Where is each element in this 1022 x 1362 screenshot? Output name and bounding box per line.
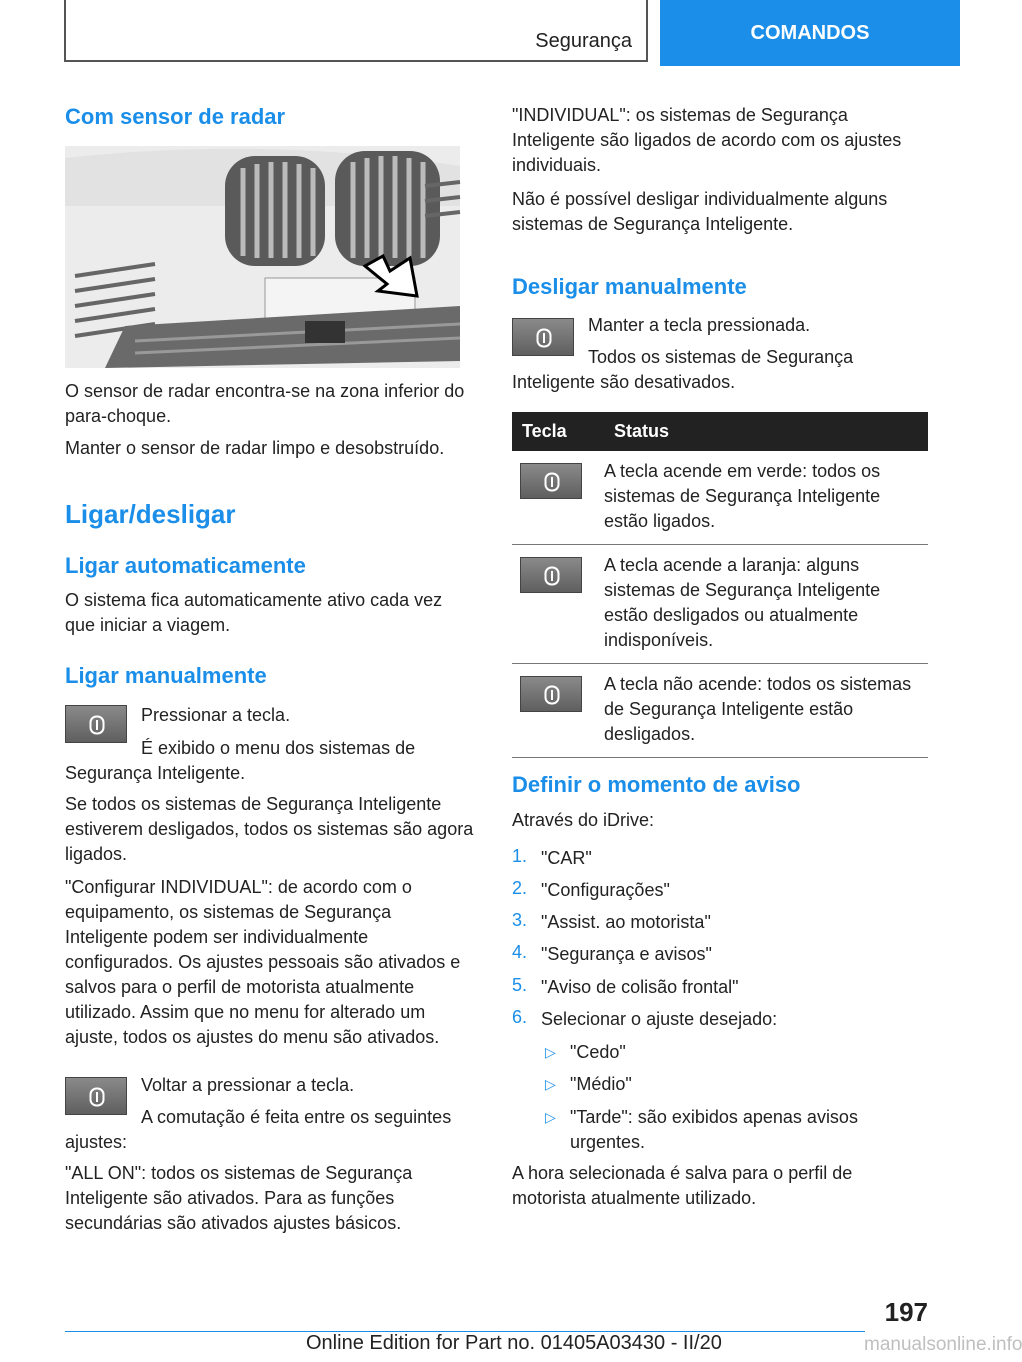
status-cell: A tecla acende a laranja: alguns sistemas de Segurança Inteligente estão desligados ou atualmente indisponíveis. bbox=[604, 545, 928, 664]
key-green-icon bbox=[520, 463, 582, 499]
manual-heading: Ligar manualmente bbox=[65, 663, 267, 688]
warn-intro: Através do iDrive: bbox=[512, 810, 655, 830]
again-paragraph-3: "ALL ON": todos os sistemas de Segurança Inteligente são ativados. Para as funções secundárias são ativados ajustes básicos. bbox=[65, 1163, 413, 1233]
bullet-triangle-icon: ▷ bbox=[545, 1109, 556, 1125]
column-header-key: Tecla bbox=[512, 412, 604, 451]
auto-paragraph: O sistema fica automaticamente ativo cada vez que iniciar a viagem. bbox=[65, 590, 443, 635]
edition-text: Online Edition for Part no. 01405A03430 - II/20 bbox=[306, 1332, 722, 1354]
table-row bbox=[512, 664, 928, 758]
auto-heading: Ligar automaticamente bbox=[65, 553, 306, 578]
step-number: 6. bbox=[512, 1007, 528, 1027]
off-paragraph-1: Manter a tecla pressionada. bbox=[588, 315, 811, 335]
step-number: 2. bbox=[512, 878, 528, 898]
column-header-status: Status bbox=[604, 412, 928, 451]
bullet-triangle-icon: ▷ bbox=[545, 1076, 556, 1092]
option-text: "Médio" bbox=[570, 1074, 632, 1094]
radar-sensor-photo bbox=[65, 146, 460, 368]
off-heading: Desligar manualmente bbox=[512, 274, 747, 299]
step-text: "Configurações" bbox=[541, 880, 670, 900]
step-text: "Segurança e avisos" bbox=[541, 944, 712, 964]
step-text: Selecionar o ajuste desejado: bbox=[541, 1009, 778, 1029]
step-number: 1. bbox=[512, 846, 528, 866]
manual-paragraph-1: Pressionar a tecla. bbox=[141, 705, 291, 725]
table-row bbox=[512, 545, 928, 664]
step-text: "Aviso de colisão frontal" bbox=[541, 977, 739, 997]
again-paragraph-1: Voltar a pressionar a tecla. bbox=[141, 1075, 355, 1095]
step-number: 4. bbox=[512, 942, 528, 962]
closing-paragraph: A hora selecionada é salva para o perfil de motorista atualmente utilizado. bbox=[512, 1163, 853, 1208]
off-paragraph-2: Todos os sistemas de Segurança Inteligente são desativados. bbox=[512, 347, 854, 392]
bullet-triangle-icon: ▷ bbox=[545, 1044, 556, 1060]
chapter-tab: COMANDOS bbox=[660, 0, 960, 66]
status-cell: A tecla acende em verde: todos os sistemas de Segurança Inteligente estão ligados. bbox=[604, 451, 928, 545]
key-status-table bbox=[512, 412, 928, 758]
watermark: manualsonline.info bbox=[864, 1334, 1022, 1355]
warn-heading: Definir o momento de aviso bbox=[512, 772, 801, 797]
radar-heading: Com sensor de radar bbox=[65, 104, 286, 129]
step-number: 3. bbox=[512, 910, 528, 930]
option-text: "Cedo" bbox=[570, 1042, 626, 1062]
step-text: "CAR" bbox=[541, 848, 592, 868]
individual-paragraph-1: "INDIVIDUAL": os sistemas de Segurança Inteligente são ligados de acordo com os ajustes individuais. bbox=[512, 105, 902, 175]
bumper-illustration bbox=[65, 146, 460, 368]
option-text: "Tarde": são exibidos apenas avisos urgentes. bbox=[570, 1107, 858, 1152]
safety-key-icon bbox=[89, 1087, 105, 1107]
safety-key-icon bbox=[89, 715, 105, 735]
key-orange-icon bbox=[520, 557, 582, 593]
status-cell: A tecla não acende: todos os sistemas de Segurança Inteligente estão desligados. bbox=[604, 664, 928, 758]
again-paragraph-2: A comutação é feita entre os seguintes ajustes: bbox=[65, 1107, 452, 1152]
manual-paragraph-2: É exibido o menu dos sistemas de Segurança Inteligente. bbox=[65, 738, 416, 783]
onoff-heading: Ligar/desligar bbox=[65, 499, 236, 529]
key-off-icon bbox=[520, 676, 582, 712]
table-row bbox=[512, 451, 928, 545]
section-title: Segurança bbox=[535, 30, 632, 52]
manual-paragraph-3: Se todos os sistemas de Segurança Inteligente estiverem desligados, todos os sistemas são agora ligados. bbox=[65, 794, 474, 864]
manual-paragraph-4: "Configurar INDIVIDUAL": de acordo com o equipamento, os sistemas de Segurança Inteligente podem ser individualmente configurados. Os ajustes pessoais são ativados e salvos para o perfil de motorista atualmente utilizado. Assim que no menu for alterado um ajuste, todos os ajustes do menu são ativados. bbox=[65, 877, 461, 1047]
step-number: 5. bbox=[512, 975, 528, 995]
section-box bbox=[64, 0, 648, 62]
individual-paragraph-2: Não é possível desligar individualmente alguns sistemas de Segurança Inteligente. bbox=[512, 189, 888, 234]
step-text: "Assist. ao motorista" bbox=[541, 912, 711, 932]
radar-paragraph-2: Manter o sensor de radar limpo e desobstruído. bbox=[65, 438, 445, 458]
page-header bbox=[0, 0, 960, 66]
page-number: 197 bbox=[884, 1297, 928, 1327]
radar-paragraph-1: O sensor de radar encontra-se na zona inferior do para-choque. bbox=[65, 381, 465, 426]
